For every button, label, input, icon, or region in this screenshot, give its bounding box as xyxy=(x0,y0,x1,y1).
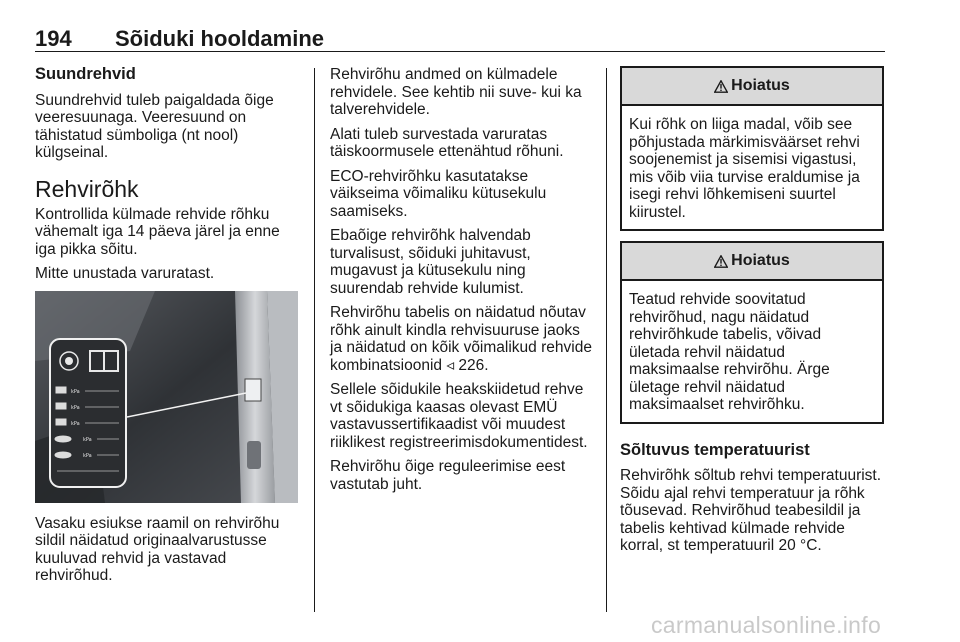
warning-title-2: Hoiatus xyxy=(731,252,790,270)
label-unit-3: kPa xyxy=(71,420,80,427)
label-unit-2: kPa xyxy=(71,404,80,411)
paragraph-directional: Suundrehvid tuleb paigaldada õige veeresuunaga. Veeresuund on tähistatud sümboliga (nt nool) külgseinal. xyxy=(35,91,274,161)
column-3 xyxy=(620,66,886,562)
column-2 xyxy=(330,66,595,500)
warning-triangle-icon xyxy=(714,255,728,268)
pressure-table-end: . xyxy=(484,356,489,374)
warning-text-1: Kui rõhk on liiga madal, võib see põhjustada märkimisväärset rehvi soojenemist ja sisemisi vigastusi, mis võib viia turvise eraldumise ja isegi rehvi lõhkemiseni suurtel kiirustel. xyxy=(629,116,860,221)
paragraph-spare-full-load: Alati tuleb survestada varuratas täiskoormusele ettenähtud rõhuni. xyxy=(330,125,564,160)
watermark-text: carmanualsonline.info xyxy=(651,612,882,638)
warning-triangle-icon xyxy=(714,80,728,93)
label-unit-5: kPa xyxy=(83,452,92,459)
tyre-pressure-label-photo xyxy=(35,291,298,503)
warning-box-2 xyxy=(620,241,884,424)
paragraph-pressure-table xyxy=(330,304,595,374)
heading-tyre-pressure: Rehvirõhk xyxy=(35,175,139,202)
paragraph-eco-pressure: ECO-rehvirõhku kasutatakse väikseima võimaliku kütusekulu saamiseks. xyxy=(330,167,547,220)
paragraph-temperature: Rehvirõhk sõltub rehvi temperatuurist. Sõidu ajal rehvi temperatuur ja rõhk tõusevad. Rehvirõhud teabesildil ja tabelis kehtivad külmade rehvide korral, st temperatuuril 20 °C. xyxy=(620,467,882,554)
page-ref-link[interactable]: 226 xyxy=(458,356,485,374)
page-header xyxy=(35,26,885,52)
paragraph-spare-wheel: Mitte unustada varuratast. xyxy=(35,265,215,282)
label-unit-1: kPa xyxy=(71,388,80,395)
label-unit-4: kPa xyxy=(83,436,92,443)
paragraph-incorrect-pressure: Ebaõige rehvirõhk halvendab turvalisust, sõiduki juhitavust, mugavust ja kütusekulu ning suurendab rehvide kulumist. xyxy=(330,227,531,297)
warning-text-2: Teatud rehvide soovitatud rehvirõhud, nagu näidatud rehvirõhkude tabelis, võivad ületada rehvil näidatud maksimaalse rehvirõhu. Ärge ületage rehvil näidatud maksimaalset rehvirõhku. xyxy=(629,291,830,413)
paragraph-approved-tyres: Sellele sõidukile heakskiidetud rehve vt sõidukiga kaasas olevast EMÜ vastavussertifikaadist või muudest riiklikest registreerimisdokumentidest. xyxy=(330,381,588,451)
photo-caption: Vasaku esiukse raamil on rehvirõhu sildil näidatud originaalvarustusse kuuluvad rehvid ja vastavad rehvirõhud. xyxy=(35,514,280,584)
paragraph-driver-responsibility: Rehvirõhu õige reguleerimise eest vastutab juht. xyxy=(330,458,566,493)
column-1 xyxy=(35,66,301,592)
warning-header-1 xyxy=(622,68,882,106)
warning-title-1: Hoiatus xyxy=(731,77,790,95)
page-ref-arrow-icon: ◃ xyxy=(446,356,459,374)
warning-header-2 xyxy=(622,243,882,281)
paragraph-cold-tyres: Rehvirõhu andmed on külmadele rehvidele. See kehtib nii suve- kui ka talverehvidele. xyxy=(330,66,582,118)
chapter-title: Sõiduki hooldamine xyxy=(115,26,325,51)
pressure-table-text: Rehvirõhu tabelis on näidatud nõutav rõhk ainult kindla rehvisuuruse jaoks ja näidatud on kõik võimalikud rehvide kombinatsioonid xyxy=(330,304,592,374)
warning-box-1 xyxy=(620,66,884,231)
heading-directional-tyres: Suundrehvid xyxy=(35,65,136,83)
column-divider-2 xyxy=(606,68,607,612)
column-divider-1 xyxy=(314,68,315,612)
heading-temperature-dependence: Sõltuvus temperatuurist xyxy=(620,440,810,459)
header-rule xyxy=(35,51,885,52)
page-number: 194 xyxy=(35,26,72,51)
paragraph-check-pressure: Kontrollida külmade rehvide rõhku vähemalt iga 14 päeva järel ja enne iga pikka sõitu. xyxy=(35,205,280,258)
